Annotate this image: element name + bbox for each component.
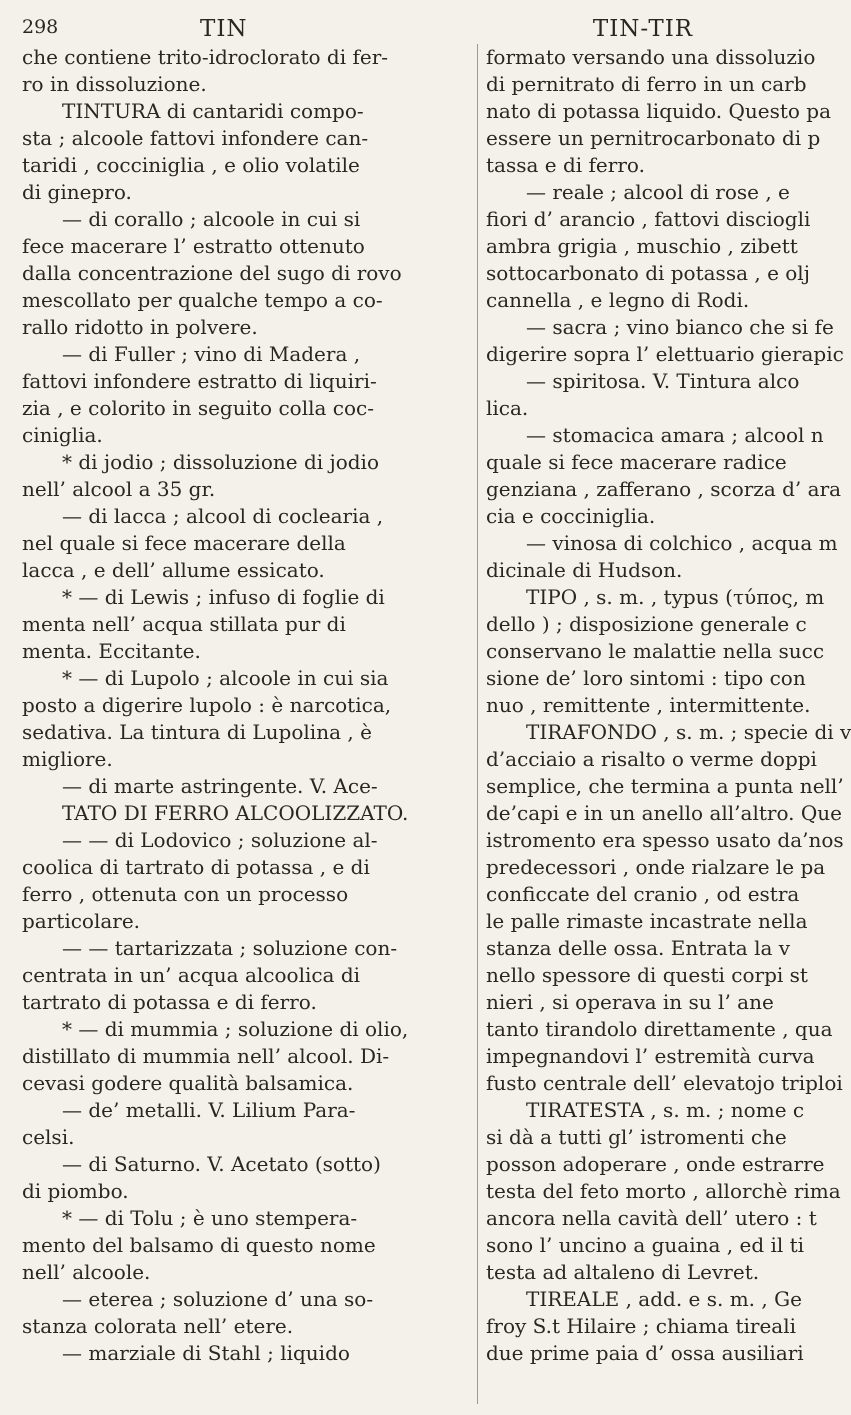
text-line: TIRAFONDO , s. m. ; specie di v [526,720,851,744]
text-line: — — tartarizzata ; soluzione con- [62,936,398,960]
text-line: stanza delle ossa. Entrata la v [486,936,791,960]
text-line: testa ad altaleno di Levret. [486,1260,760,1284]
text-line: — sacra ; vino bianco che si fe [526,315,834,339]
text-line: istromento era spesso usato da’nos [486,828,844,852]
text-line: * — di Tolu ; è uno stempera- [62,1206,358,1230]
text-line: TINTURA di cantaridi compo- [62,99,364,123]
text-line: essere un pernitrocarbonato di p [486,126,821,150]
text-line: ambra grigia , muschio , zibett [486,234,798,258]
text-line: — stomacica amara ; alcool n [526,423,824,447]
text-line: mescollato per qualche tempo a co- [22,288,383,312]
column-divider [477,44,478,1404]
text-line: — de’ metalli. V. Lilium Para- [62,1098,356,1122]
text-line: rallo ridotto in polvere. [22,315,258,339]
text-line: migliore. [22,747,113,771]
text-line: stanza colorata nell’ etere. [22,1314,294,1338]
text-line: menta. Eccitante. [22,639,201,663]
text-line: fiori d’ arancio , fattovi disciogli [486,207,811,231]
text-line: tartrato di potassa e di ferro. [22,990,317,1014]
text-line: lica. [486,396,529,420]
text-line: si dà a tutti gl’ istromenti che [486,1125,787,1149]
text-line: mento del balsamo di questo nome [22,1233,376,1257]
text-line: — spiritosa. V. Tintura alco [526,369,800,393]
text-line: le palle rimaste incastrate nella [486,909,808,933]
text-line: * — di Lupolo ; alcoole in cui sia [62,666,389,690]
text-line: posto a digerire lupolo : è narcotica, [22,693,392,717]
text-line: fece macerare l’ estratto ottenuto [22,234,365,258]
text-line: tassa e di ferro. [486,153,645,177]
text-line: nell’ alcool a 35 gr. [22,477,216,501]
text-line: — di lacca ; alcool di coclearia , [62,504,384,528]
text-line: di ginepro. [22,180,132,204]
right-running-head: TIN-TIR [592,16,694,42]
text-line: conservano le malattie nella succ [486,639,825,663]
text-line: cevasi godere qualità balsamica. [22,1071,354,1095]
text-line: — marziale di Stahl ; liquido [62,1341,350,1365]
text-line: de’capi e in un anello all’altro. Que [486,801,842,825]
text-line: taridi , cocciniglia , e olio volatile [22,153,360,177]
text-line: di pernitrato di ferro in un carb [486,72,807,96]
text-line: semplice, che termina a punta nell’ [486,774,844,798]
text-line: TIRATESTA , s. m. ; nome c [526,1098,805,1122]
text-line: distillato di mummia nell’ alcool. Di- [22,1044,390,1068]
text-line: — di marte astringente. V. Ace- [62,774,378,798]
right-text-column [486,44,851,1367]
text-line: — eterea ; soluzione d’ una so- [62,1287,374,1311]
text-line: froy S.t Hilaire ; chiama tireali [486,1314,796,1338]
text-line: ancora nella cavità dell’ utero : t [486,1206,817,1230]
text-line: nato di potassa liquido. Questo pa [486,99,832,123]
text-line: * — di mummia ; soluzione di olio, [62,1017,409,1041]
left-text-column [22,44,468,1367]
text-line: nuo , remittente , intermittente. [486,693,811,717]
page-number: 298 [22,16,59,38]
text-line: dicinale di Hudson. [486,558,683,582]
text-line: — di Saturno. V. Acetato (sotto) [62,1152,381,1176]
text-line: menta nell’ acqua stillata pur di [22,612,346,636]
text-line: che contiene trito-idroclorato di fer- [22,45,389,69]
text-line: — — di Lodovico ; soluzione al- [62,828,378,852]
left-running-head: TIN [200,16,248,42]
text-line: nello spessore di questi corpi st [486,963,808,987]
text-line: sono l’ uncino a guaina , ed il ti [486,1233,805,1257]
text-line: posson adoperare , onde estrarre [486,1152,825,1176]
text-line: TATO DI FERRO ALCOOLIZZATO. [62,801,409,825]
text-line: sedativa. La tintura di Lupolina , è [22,720,372,744]
text-line: — di Fuller ; vino di Madera , [62,342,361,366]
text-line: fattovi infondere estratto di liquiri- [22,369,377,393]
text-line: due prime paia d’ ossa ausiliari [486,1341,804,1365]
text-line: celsi. [22,1125,75,1149]
text-line: fusto centrale dell’ elevatojo triploi [486,1071,843,1095]
text-line: cia e cocciniglia. [486,504,656,528]
text-line: particolare. [22,909,141,933]
text-line: cannella , e legno di Rodi. [486,288,750,312]
text-line: dello ) ; disposizione generale c [486,612,807,636]
text-line: — reale ; alcool di rose , e [526,180,790,204]
text-line: lacca , e dell’ allume essicato. [22,558,325,582]
text-line: centrata in un’ acqua alcoolica di [22,963,361,987]
text-line: * — di Lewis ; infuso di foglie di [62,585,385,609]
text-line: zia , e colorito in seguito colla coc- [22,396,374,420]
text-line: coolica di tartrato di potassa , e di [22,855,370,879]
text-line: ciniglia. [22,423,103,447]
text-line: predecessori , onde rialzare le pa [486,855,826,879]
left-page-header [22,16,468,40]
text-line: testa del feto morto , allorchè rima [486,1179,841,1203]
text-line: tanto tirandolo direttamente , qua [486,1017,833,1041]
text-line: ferro , ottenuta con un processo [22,882,349,906]
text-line: d’acciaio a risalto o verme doppi [486,747,817,771]
text-line: TIREALE , add. e s. m. , Ge [526,1287,802,1311]
text-line: nieri , si operava in su l’ ane [486,990,774,1014]
text-line: conficcate del cranio , od estra [486,882,800,906]
text-line: di piombo. [22,1179,129,1203]
text-line: quale si fece macerare radice [486,450,787,474]
text-line: — di corallo ; alcoole in cui si [62,207,361,231]
text-line: TIPO , s. m. , typus (τύπος, m [526,585,825,609]
text-line: — vinosa di colchico , acqua m [526,531,838,555]
text-line: formato versando una dissoluzio [486,45,816,69]
text-line: sione de’ loro sintomi : tipo con [486,666,806,690]
text-line: dalla concentrazione del sugo di rovo [22,261,402,285]
text-line: digerire sopra l’ elettuario gierapic [486,342,844,366]
text-line: * di jodio ; dissoluzione di jodio [62,450,379,474]
text-line: sottocarbonato di potassa , e olj [486,261,810,285]
text-line: genziana , zafferano , scorza d’ ara [486,477,842,501]
text-line: sta ; alcoole fattovi infondere can- [22,126,369,150]
text-line: nel quale si fece macerare della [22,531,346,555]
text-line: ro in dissoluzione. [22,72,207,96]
text-line: impegnandovi l’ estremità curva [486,1044,815,1068]
text-line: nell’ alcoole. [22,1260,151,1284]
